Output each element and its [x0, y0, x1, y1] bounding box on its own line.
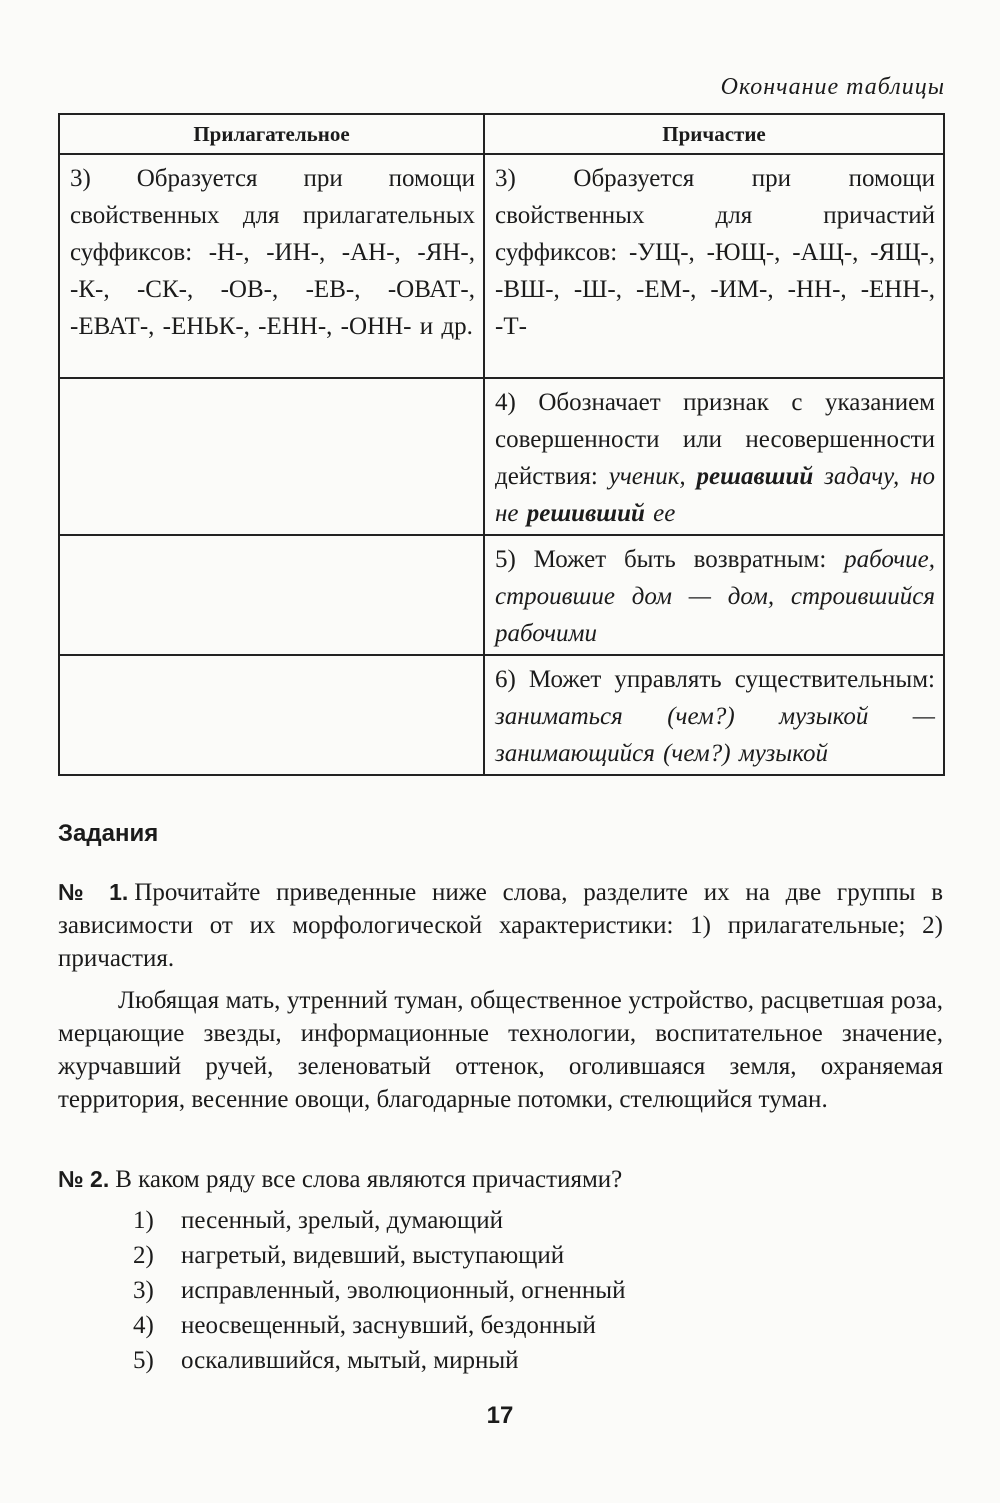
comparison-table — [58, 113, 945, 776]
header-participle: Причастие — [484, 114, 944, 154]
cell-participle-reflexive: 5) Может быть возвратным: рабочие, строившие дом — дом, строившийся рабочими — [484, 535, 944, 655]
task-number: № 1. — [58, 879, 129, 905]
cell-adjective-suffixes: 3) Образуется при помощи свойственных для прилагательных суффиксов: -Н-, -ИН-, -АН-, -ЯН-, -К-, -СК-, -ОВ-, -ЕВ-, -ОВАТ-, -ЕВАТ-, -ЕНЬК-, -ЕНН-, -ОНН- и др. — [59, 154, 484, 378]
section-title: Задания — [58, 820, 159, 847]
task-1-words: Любящая мать, утренний туман, общественное устройство, расцветшая роза, мерцающие звезды, информационные технологии, воспитательное значение, журчавший ручей, зеленоватый оттенок, оголившаяся земля, охраняемая территория, весенние овощи, благодарные потомки, стелющийся туман. — [58, 987, 943, 1113]
task-2 — [58, 1163, 943, 1196]
list-item: 1) песенный, зрелый, думающий — [133, 1207, 503, 1234]
cell-empty — [59, 655, 484, 775]
list-item: 2) нагретый, видевший, выступающий — [133, 1242, 565, 1269]
task-1 — [58, 876, 943, 975]
task-text: Прочитайте приведенные ниже слова, разделите их на две группы в зависимости от их морфологической характеристики: 1) прилагательные; 2) причастия. — [58, 879, 943, 972]
cell-empty — [59, 535, 484, 655]
list-item: 3) исправленный, эволюционный, огненный — [133, 1277, 626, 1304]
cell-participle-aspect: 4) Обозначает признак с указанием совершенности или несовершенности действия: ученик, решавший задачу, но не решивший ее — [484, 378, 944, 535]
page-number: 17 — [486, 1402, 514, 1429]
table-header-row — [59, 114, 944, 154]
table-row — [59, 655, 944, 775]
task-number: № 2. — [58, 1166, 110, 1192]
cell-participle-government: 6) Может управлять существительным: заниматься (чем?) музыкой — занимающийся (чем?) музыкой — [484, 655, 944, 775]
table-row — [59, 535, 944, 655]
list-item: 5) оскалившийся, мытый, мирный — [133, 1347, 519, 1374]
list-item: 4) неосвещенный, заснувший, бездонный — [133, 1312, 596, 1339]
answer-options — [133, 1203, 625, 1378]
table-row — [59, 378, 944, 535]
table-row — [59, 154, 944, 378]
header-adjective: Прилагательное — [59, 114, 484, 154]
cell-empty — [59, 378, 484, 535]
table-caption: Окончание таблицы — [720, 74, 945, 100]
task-text: В каком ряду все слова являются причастиями? — [115, 1166, 623, 1193]
cell-participle-suffixes: 3) Образуется при помощи свойственных для причастий суффиксов: -УЩ-, -ЮЩ-, -АЩ-, -ЯЩ-, -ВШ-, -Ш-, -ЕМ-, -ИМ-, -НН-, -ЕНН-, -Т- — [484, 154, 944, 378]
